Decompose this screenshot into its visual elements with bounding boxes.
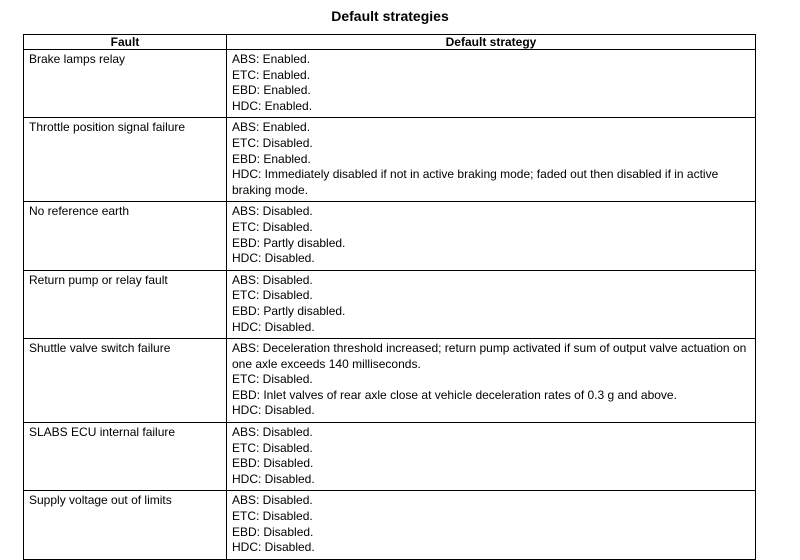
strategy-line: ABS: Deceleration threshold increased; return pump activated if sum of output valve actuation on one axle exceeds 140 milliseconds. — [232, 341, 747, 371]
strategy-line: ETC: Disabled. — [232, 440, 313, 455]
strategy-line: ABS: Disabled. — [232, 425, 313, 440]
fault-cell: Throttle position signal failure — [24, 118, 227, 202]
strategy-line: ETC: Disabled. — [232, 372, 313, 387]
strategy-line: HDC: Disabled. — [232, 540, 315, 555]
strategy-line: ETC: Enabled. — [232, 67, 311, 82]
strategy-line: HDC: Enabled. — [232, 98, 313, 113]
fault-cell: SLABS ECU internal failure — [24, 423, 227, 491]
fault-cell: No reference earth — [24, 202, 227, 270]
strategy-line: ABS: Disabled. — [232, 272, 313, 287]
strategy-cell — [227, 270, 756, 338]
strategy-line: EBD: Enabled. — [232, 151, 311, 166]
strategy-line: HDC: Disabled. — [232, 319, 315, 334]
strategy-line: HDC: Immediately disabled if not in active braking mode; faded out then disabled if in active braking mode. — [232, 167, 719, 197]
strategy-line: HDC: Disabled. — [232, 251, 315, 266]
fault-cell: Brake lamps relay — [24, 50, 227, 118]
fault-cell: Shuttle valve switch failure — [24, 339, 227, 423]
strategy-cell — [227, 423, 756, 491]
strategy-cell — [227, 339, 756, 423]
table-row — [24, 50, 756, 118]
strategy-line: EBD: Enabled. — [232, 83, 311, 98]
strategy-line: EBD: Disabled. — [232, 524, 314, 539]
strategy-cell — [227, 491, 756, 559]
strategy-line: ETC: Disabled. — [232, 219, 313, 234]
default-strategies-table — [23, 34, 756, 560]
page-title: Default strategies — [331, 8, 449, 24]
strategy-line: HDC: Disabled. — [232, 471, 315, 486]
strategy-line: EBD: Disabled. — [232, 456, 314, 471]
column-header-default-strategy: Default strategy — [227, 35, 756, 50]
strategy-cell — [227, 118, 756, 202]
strategy-line: HDC: Disabled. — [232, 403, 315, 418]
column-header-fault: Fault — [24, 35, 227, 50]
strategy-cell — [227, 50, 756, 118]
strategy-line: ETC: Disabled. — [232, 509, 313, 524]
table-row — [24, 118, 756, 202]
table-row — [24, 491, 756, 559]
strategy-line: ETC: Disabled. — [232, 288, 313, 303]
strategy-line: ABS: Enabled. — [232, 120, 311, 135]
strategy-line: ABS: Enabled. — [232, 52, 311, 66]
strategy-line: EBD: Partly disabled. — [232, 235, 346, 250]
strategy-line: ABS: Disabled. — [232, 204, 313, 219]
fault-cell: Supply voltage out of limits — [24, 491, 227, 559]
table-row — [24, 270, 756, 338]
strategy-line: ABS: Disabled. — [232, 493, 313, 508]
strategy-line: ETC: Disabled. — [232, 135, 313, 150]
table-row — [24, 423, 756, 491]
table-header-row — [24, 35, 756, 50]
fault-cell: Return pump or relay fault — [24, 270, 227, 338]
table-row — [24, 339, 756, 423]
table-row — [24, 202, 756, 270]
strategy-cell — [227, 202, 756, 270]
strategy-line: EBD: Partly disabled. — [232, 303, 346, 318]
strategy-line: EBD: Inlet valves of rear axle close at vehicle deceleration rates of 0.3 g and above. — [232, 387, 677, 402]
